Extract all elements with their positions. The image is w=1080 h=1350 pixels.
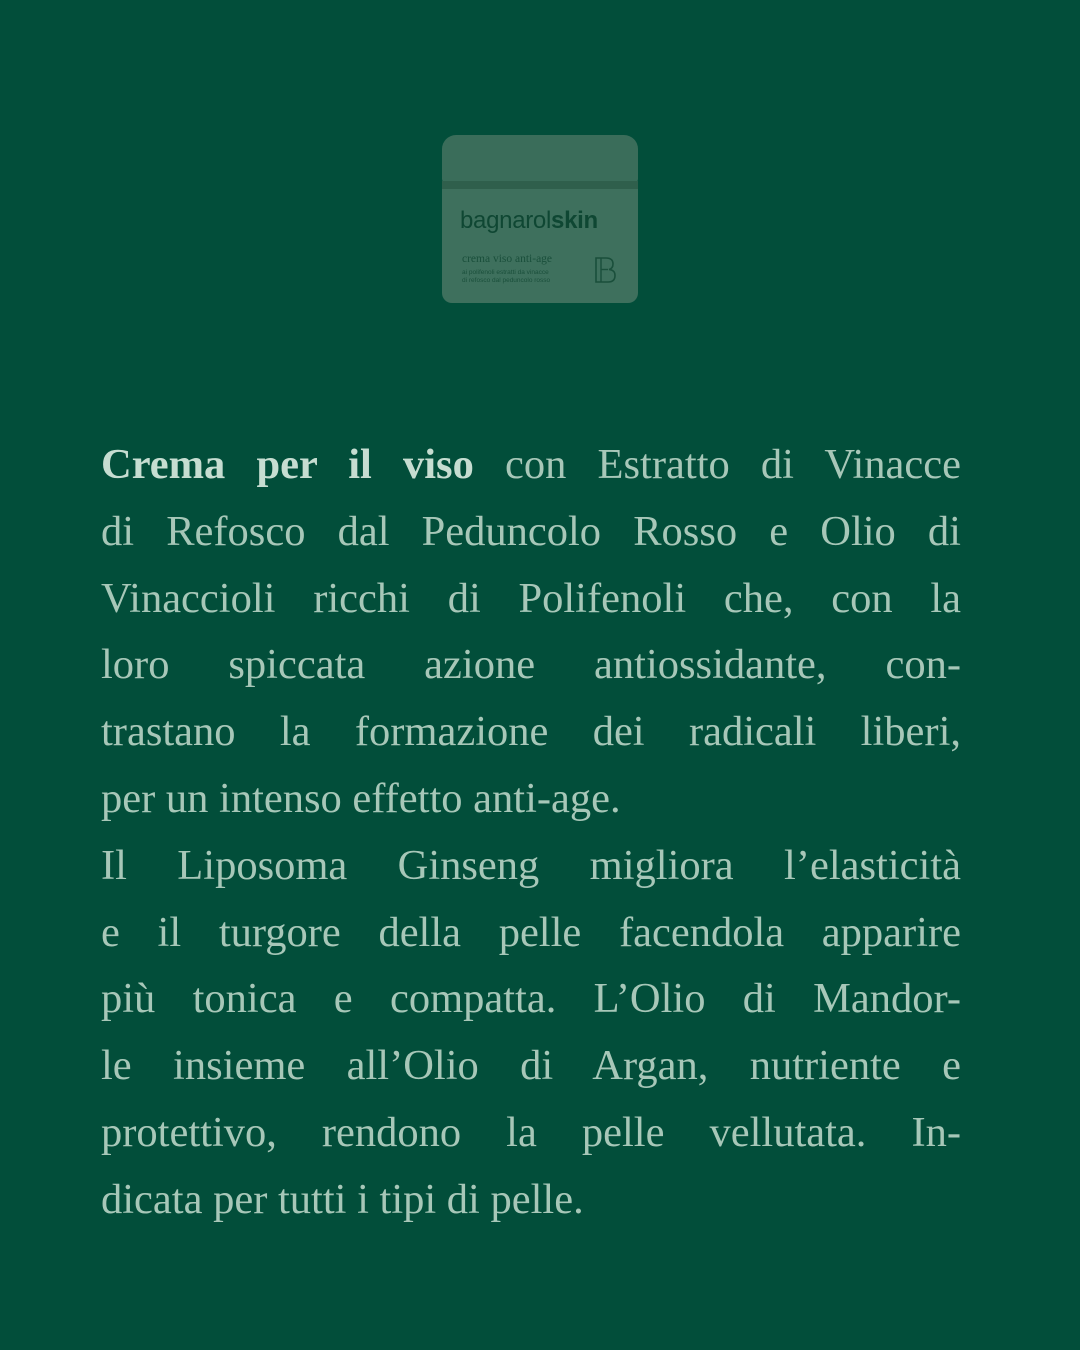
description-line-1-rest: con Estratto di Vinacce (505, 441, 962, 488)
description-line: Il Liposoma Ginseng migliora l’elasticità (101, 841, 961, 889)
product-description (101, 432, 961, 1234)
description-line: trastano la formazione dei radicali liberi, (101, 708, 961, 756)
bb-monogram-icon (592, 255, 618, 285)
description-line: di Refosco dal Peduncolo Rosso e Olio di (101, 507, 961, 555)
jar-band (442, 181, 638, 189)
description-line: loro spiccata azione antiossidante, con- (101, 641, 961, 689)
product-label-title: crema viso anti-age (462, 253, 553, 265)
product-label-subtitle-1: ai polifenoli estratti da vinacce (462, 269, 549, 276)
description-line: Vinaccioli ricchi di Polifenoli che, con la (101, 574, 961, 622)
description-bold-lead: Crema per il viso (101, 441, 474, 488)
jar-lid (442, 135, 638, 183)
description-line: le insieme all’Olio di Argan, nutriente e (101, 1042, 961, 1090)
description-line: più tonica e compatta. L’Olio di Mandor- (101, 975, 961, 1023)
description-line: e il turgore della pelle facendola apparire (101, 908, 961, 956)
jar-body (442, 187, 638, 303)
description-line: protettivo, rendono la pelle vellutata. In- (101, 1108, 961, 1156)
brand-logo: bagnarolskin (460, 207, 598, 234)
product-jar-image (442, 135, 638, 303)
description-line-1 (101, 432, 961, 499)
product-label-subtitle-2: di refosco dal peduncolo rosso (462, 277, 551, 284)
description-line: per un intenso effetto anti-age. (101, 774, 621, 822)
description-line: dicata per tutti i tipi di pelle. (101, 1175, 584, 1223)
